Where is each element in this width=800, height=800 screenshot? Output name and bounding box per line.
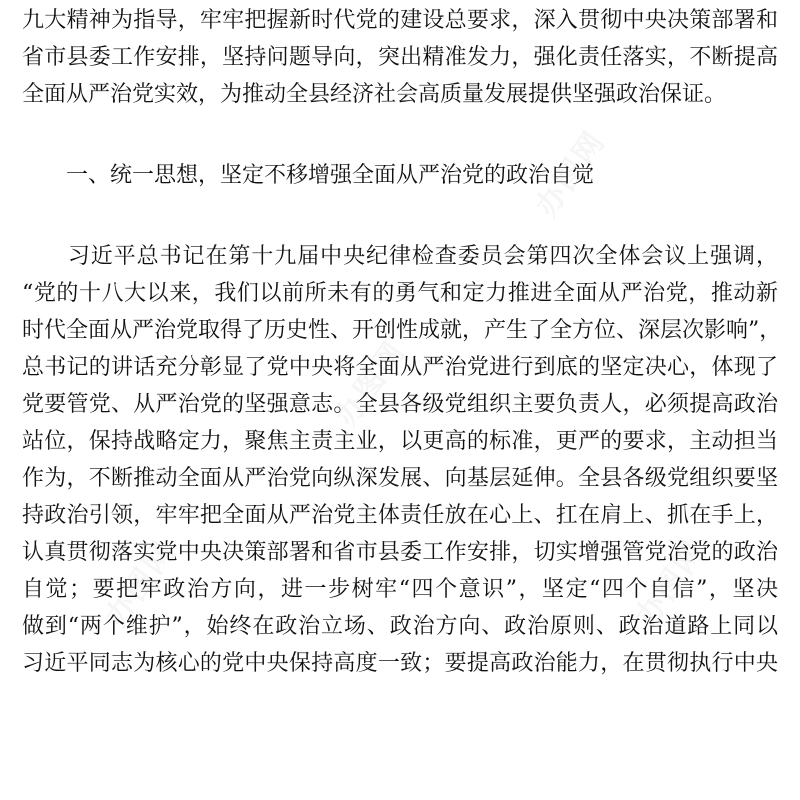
- body-line: 习近平同志为核心的党中央保持高度一致；要提高政治能力，在贯彻执行中央: [22, 651, 778, 676]
- body-line: 认真贯彻落实党中央决策部署和省市县委工作安排，切实增强管党治党的政治: [22, 540, 778, 565]
- body-line: 做到“两个维护”，始终在政治立场、政治方向、政治原则、政治道路上同以: [22, 614, 778, 639]
- body-line: 总书记的讲话充分彰显了党中央将全面从严治党进行到底的坚定决心，体现了: [22, 355, 778, 380]
- body-line: 党要管党、从严治党的坚强意志。全县各级党组织主要负责人，必须提高政治: [22, 392, 778, 417]
- body-line: 站位，保持战略定力，聚焦主责主业，以更高的标准，更严的要求，主动担当: [22, 429, 778, 454]
- intro-line: 九大精神为指导，牢牢把握新时代党的建设总要求，深入贯彻中央决策部署和: [22, 8, 778, 33]
- body-line: 作为，不断推动全面从严治党向纵深发展、向基层延伸。全县各级党组织要坚: [22, 466, 778, 491]
- document-body: [22, 2, 782, 682]
- intro-line: 全面从严治党实效，为推动全县经济社会高质量发展提供坚强政治保证。: [22, 82, 727, 107]
- body-line: 习近平总书记在第十九届中央纪律检查委员会第四次全体会议上强调，: [22, 244, 778, 269]
- section-heading: 一、统一思想，坚定不移增强全面从严治党的政治自觉: [66, 163, 595, 188]
- watermark: 办图网: [329, 334, 413, 434]
- body-line: 持政治引领，牢牢把全面从严治党主体责任放在心上、扛在肩上、抓在手上，: [22, 503, 778, 528]
- intro-line: 省市县委工作安排，坚持问题导向，突出精准发力，强化责任落实，不断提高: [22, 45, 778, 70]
- body-line: 时代全面从严治党取得了历史性、开创性成就，产生了全方位、深层次影响”，: [22, 318, 782, 343]
- watermark: 办图网: [629, 534, 713, 634]
- watermark: 办图网: [99, 534, 183, 634]
- watermark: 办图网: [529, 124, 613, 224]
- body-line: “党的十八大以来，我们以前所未有的勇气和定力推进全面从严治党，推动新: [22, 281, 778, 306]
- body-line: 自觉；要把牢政治方向，进一步树牢“四个意识”，坚定“四个自信”，坚决: [22, 577, 778, 602]
